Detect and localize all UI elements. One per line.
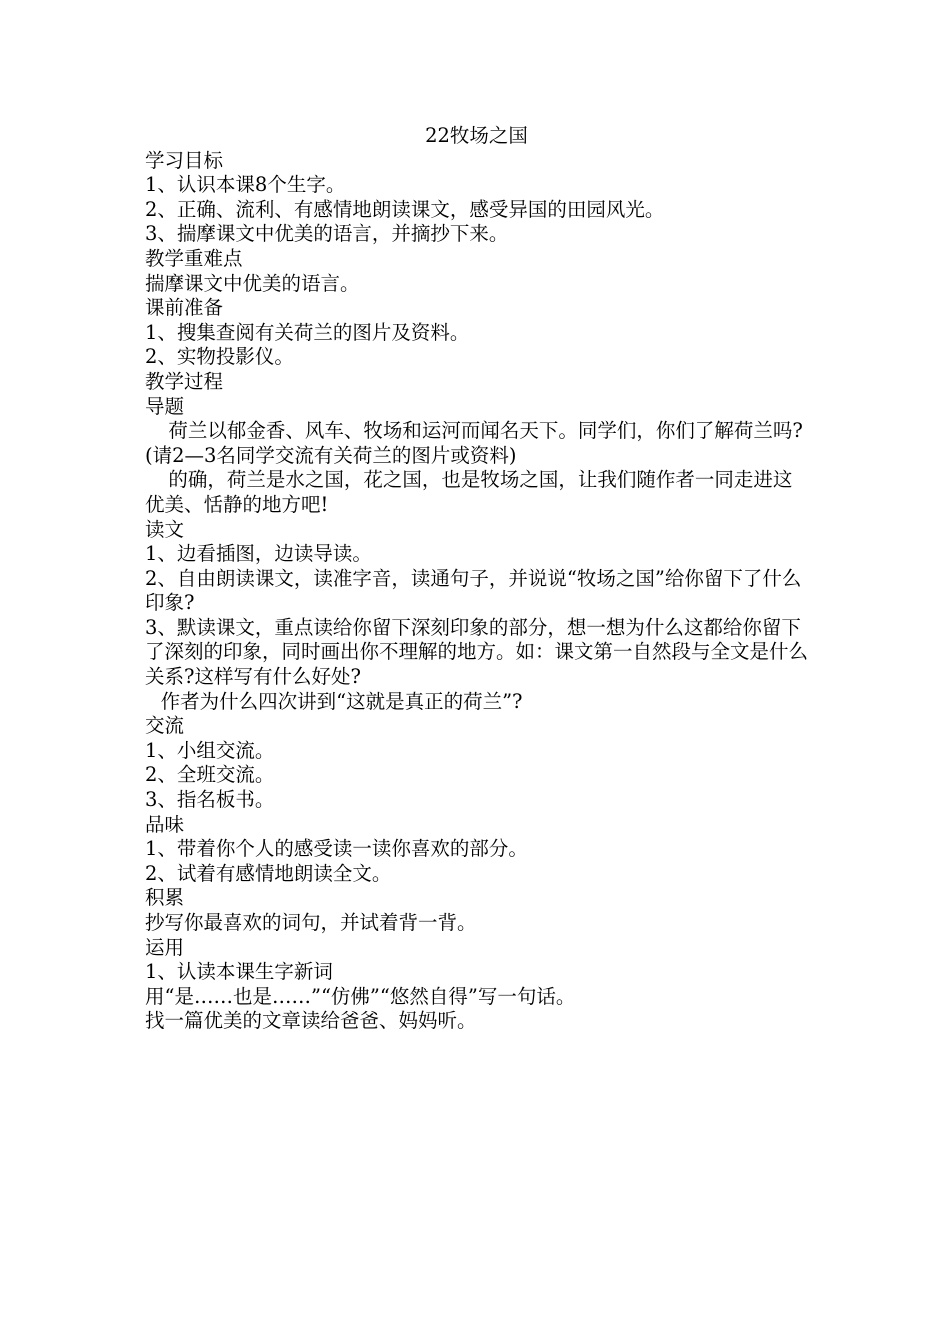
heading-process: 教学过程	[145, 369, 224, 393]
application-item: 用“是……也是……”“仿佛”“悠然自得”写一句话。	[145, 984, 576, 1008]
heading-key-points: 教学重难点	[145, 246, 243, 270]
exchange-item: 1、小组交流。	[145, 738, 275, 762]
reading-item: 3、默读课文，重点读给你留下深刻印象的部分，想一想为什么这都给你留下了深刻的印象，同时画出你不理解的地方。如：课文第一自然段与全文是什么关系?这样写有什么好处?	[145, 615, 809, 689]
heading-application: 运用	[145, 935, 185, 959]
heading-appreciation: 品味	[145, 812, 185, 836]
exchange-item: 2、全班交流。	[145, 763, 275, 787]
reading-item: 2、自由朗读课文，读准字音，读通句子，并说说“牧场之国”给你留下了什么印象?	[145, 566, 802, 615]
reading-question: 作者为什么四次讲到“这就是真正的荷兰”?	[160, 689, 523, 713]
application-item: 1、认读本课生字新词	[145, 960, 333, 984]
exchange-item: 3、指名板书。	[145, 788, 275, 812]
goal-item: 2、正确、流利、有感情地朗读课文，感受异国的田园风光。	[145, 197, 665, 221]
heading-intro: 导题	[145, 394, 185, 418]
intro-paragraph: 的确，荷兰是水之国，花之国，也是牧场之国，让我们随作者一同走进这优美、恬静的地方吧!	[145, 468, 793, 516]
reading-item: 1、边看插图，边读导读。	[145, 542, 372, 566]
document-title: 22牧场之国	[425, 124, 528, 147]
preparation-item: 2、实物投影仪。	[145, 345, 294, 369]
heading-exchange: 交流	[145, 714, 185, 738]
document-body	[145, 124, 808, 1034]
intro-paragraph: 荷兰以郁金香、风车、牧场和运河而闻名天下。同学们，你们了解荷兰吗?	[168, 419, 803, 443]
accumulation-text: 抄写你最喜欢的词句，并试着背一背。	[145, 911, 477, 934]
heading-reading: 读文	[145, 517, 185, 541]
key-point-text: 揣摩课文中优美的语言。	[145, 271, 360, 295]
heading-preparation: 课前准备	[145, 296, 224, 320]
preparation-item: 1、搜集查阅有关荷兰的图片及资料。	[145, 320, 470, 344]
heading-learning-goals: 学习目标	[145, 148, 224, 172]
goal-item: 1、认识本课8个生字。	[145, 173, 346, 197]
goal-item: 3、揣摩课文中优美的语言，并摘抄下来。	[145, 222, 509, 246]
appreciation-item: 1、带着你个人的感受读一读你喜欢的部分。	[145, 837, 528, 861]
intro-note: (请2—3名同学交流有关荷兰的图片或资料)	[145, 443, 517, 467]
heading-accumulation: 积累	[145, 886, 185, 910]
application-item: 找一篇优美的文章读给爸爸、妈妈听。	[145, 1009, 477, 1033]
appreciation-item: 2、试着有感情地朗读全文。	[145, 861, 392, 885]
